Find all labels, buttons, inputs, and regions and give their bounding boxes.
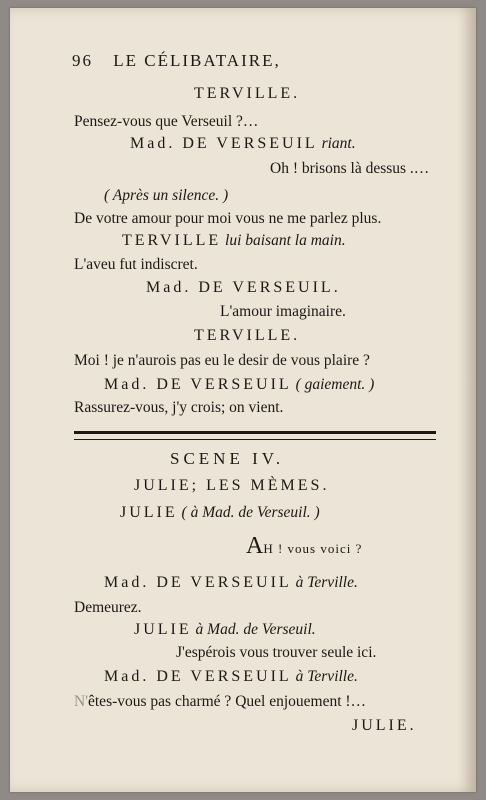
dialogue-line: Pensez-vous que Verseuil ?… — [74, 113, 259, 130]
stage-direction: riant. — [321, 135, 356, 152]
dialogue-line: Demeurez. — [74, 599, 142, 616]
stage-direction: ( gaiement. ) — [295, 376, 375, 393]
dialogue-line: Rassurez-vous, j'y crois; on vient. — [74, 399, 284, 416]
running-header — [72, 52, 281, 69]
stage-direction: à Terville. — [295, 668, 358, 685]
speaker-name: JULIE — [134, 621, 192, 638]
speaker-terville — [122, 233, 346, 249]
dialogue-line: L'aveu fut indiscret. — [74, 256, 198, 273]
catchword: JULIE. — [352, 717, 417, 734]
stage-direction: ( à Mad. de Verseuil. ) — [181, 504, 320, 521]
scene-cast: JULIE; LES MÈMES. — [134, 477, 330, 494]
speaker-name: Mad. DE VERSEUIL — [104, 668, 292, 685]
dialogue-line: Moi ! je n'aurois pas eu le desir de vous plaire ? — [74, 352, 370, 369]
speaker-verseuil — [104, 669, 358, 685]
dialogue-text: H ! vous voici ? — [263, 541, 363, 556]
scene-title: SCENE IV. — [170, 449, 285, 468]
scene-divider-rule — [74, 431, 436, 440]
stage-direction: à Mad. de Verseuil. — [195, 621, 316, 638]
dialogue-line: Oh ! brisons là dessus .… — [270, 160, 430, 177]
speaker-verseuil — [104, 377, 374, 393]
page-number: 96 — [72, 51, 93, 70]
speaker-terville: TERVILLE. — [194, 85, 301, 102]
dialogue-line — [74, 694, 366, 710]
speaker-name: JULIE — [120, 504, 178, 521]
running-title: LE CÉLIBATAIRE, — [113, 51, 281, 70]
speaker-verseuil: Mad. DE VERSEUIL. — [146, 279, 341, 296]
stage-direction: ( Après un silence. ) — [104, 187, 229, 204]
book-page — [10, 8, 476, 792]
speaker-name: Mad. DE VERSEUIL — [104, 376, 292, 393]
drop-cap: A — [246, 533, 264, 559]
page-edge-shadow — [458, 8, 476, 792]
speaker-name: Mad. DE VERSEUIL — [104, 574, 292, 591]
dialogue-text: êtes-vous pas charmé ? Quel enjouement !… — [88, 693, 367, 710]
speaker-julie — [134, 622, 316, 638]
speaker-name: TERVILLE — [122, 232, 222, 249]
stage-direction: à Terville. — [295, 574, 358, 591]
speaker-verseuil — [104, 575, 358, 591]
speaker-name: Mad. DE VERSEUIL — [130, 135, 318, 152]
dialogue-line — [246, 534, 362, 558]
faded-text: N' — [74, 693, 88, 710]
dialogue-line: De votre amour pour moi vous ne me parlez plus. — [74, 210, 382, 227]
stage-direction: lui baisant la main. — [225, 232, 346, 249]
speaker-terville: TERVILLE. — [194, 327, 301, 344]
dialogue-line: L'amour imaginaire. — [220, 303, 346, 320]
speaker-verseuil — [130, 136, 356, 152]
dialogue-line: J'espérois vous trouver seule ici. — [176, 644, 377, 661]
speaker-julie — [120, 505, 320, 521]
